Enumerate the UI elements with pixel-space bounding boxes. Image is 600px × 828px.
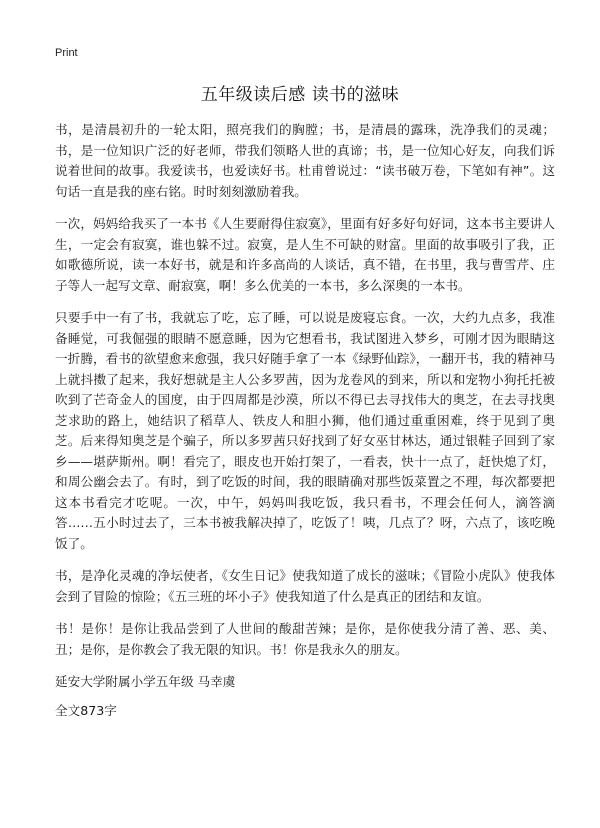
paragraph-2: 一次，妈妈给我买了一本书《人生要耐得住寂寞》，里面有好多好句好词，这本书主要讲人生，一定会有寂寞，谁也躲不过。寂寞，是人生不可缺的财富。里面的故事吸引了我，正如歌德所说，读一本好书，就是和许多高尚的人谈话，真不错，在书里，我与曹雪芹、庄子等人一起写文章、耐寂寞，啊！多么优美的一本书，多么深奥的一本书。 bbox=[55, 216, 555, 293]
paragraph-1: 书，是清晨初升的一轮太阳，照亮我们的胸膛；书，是清晨的露珠，洗净我们的灵魂；书，是一位知识广泛的好老师，带我们领略人世的真谛；书，是一位知心好友，向我们诉说着世间的故事。我爱读书，也爱读好书。杜甫曾说过：“读书破万卷，下笔如有神”。这句话一直是我的座右铭。时时刻刻激励着我。 bbox=[55, 122, 555, 199]
article-title: 五年级读后感 读书的滋味 bbox=[200, 85, 400, 105]
print-link[interactable]: Print bbox=[55, 47, 78, 59]
word-count: 全文873字 bbox=[55, 702, 117, 718]
article-body bbox=[55, 120, 555, 729]
author-line: 延安大学附属小学五年级 马幸虞 bbox=[55, 674, 236, 689]
paragraph-3: 只要手中一有了书，我就忘了吃，忘了睡，可以说是废寝忘食。一次，大约九点多，我准备睡觉，可我倔强的眼睛不愿意睡，因为它想看书，我试图进入梦乡，可刚才因为眼睛这一折腾，看书的欲望愈来愈强，我只好随手拿了一本《绿野仙踪》，一翻开书，我的精神马上就抖擞了起来，我好想就是主人公多罗茜，因为龙卷风的到来，所以和宠物小狗托托被吹到了芒奇金人的国度，由于四周都是沙漠，所以不得已去寻找伟大的奥芝，在去寻找奥芝求助的路上，她结识了稻草人、铁皮人和胆小狮，他们通过重重困难，终于见到了奥芝。后来得知奥芝是个骗子，所以多罗茜只好找到了好女巫甘林达，通过银鞋子回到了家乡——堪萨斯州。啊！看完了，眼皮也开始打架了，一看表，快十一点了，赶快熄了灯，和周公幽会去了。有时，到了吃饭的时间，我的眼睛确对那些饭菜置之不理，每次都要把这本书看完才吃呢。一次，中午，妈妈叫我吃饭，我只看书，不理会任何人，滴答滴答……五小时过去了，三本书被我解决掉了，吃饭了！咦，几点了？呀，六点了，该吃晚饭了。 bbox=[55, 310, 555, 551]
paragraph-5: 书！是你！是你让我品尝到了人世间的酸甜苦辣；是你，是你使我分清了善、恶、美、丑；是你，是你教会了我无限的知识。书！你是我永久的朋友。 bbox=[55, 621, 555, 657]
paragraph-4: 书，是净化灵魂的净坛使者，《女生日记》使我知道了成长的滋味；《冒险小虎队》使我体会到了冒险的惊险；《五三班的坏小子》使我知道了什么是真正的团结和友谊。 bbox=[55, 568, 555, 604]
